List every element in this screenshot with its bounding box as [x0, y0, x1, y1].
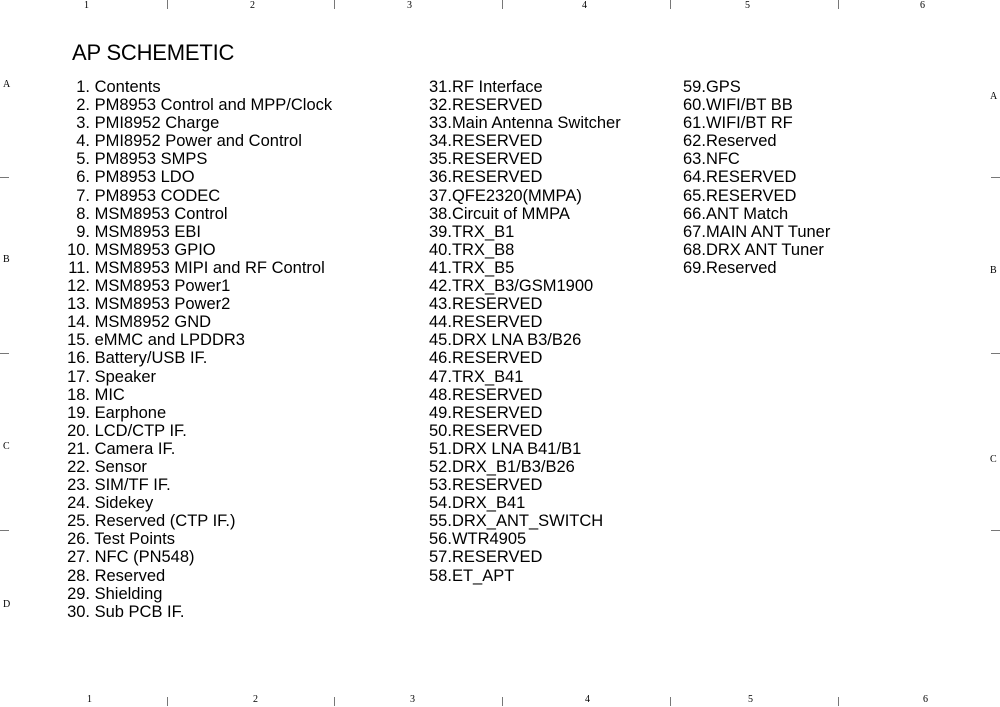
- contents-entry: [56, 205, 332, 223]
- entry-title: PM8953 CODEC: [94, 186, 221, 205]
- frame-top-number: 2: [250, 0, 255, 11]
- frame-tick: [0, 530, 9, 531]
- entry-title: Shielding: [94, 584, 163, 603]
- entry-title: RESERVED: [705, 186, 797, 205]
- contents-entry: [429, 313, 621, 331]
- entry-number: 63.: [683, 150, 706, 169]
- entry-number: 18.: [67, 385, 90, 404]
- entry-title: PM8953 Control and MPP/Clock: [94, 96, 333, 115]
- contents-entry: [683, 205, 830, 223]
- contents-entry: [429, 422, 621, 440]
- page-title: AP SCHEMETIC: [72, 40, 235, 65]
- entry-number: 58.: [429, 566, 452, 585]
- entry-title: TRX_B5: [451, 258, 515, 277]
- entry-number: 25.: [67, 512, 90, 531]
- entry-title: RESERVED: [705, 168, 797, 187]
- contents-entry: [429, 78, 621, 96]
- contents-entry: [683, 150, 830, 168]
- frame-tick: [502, 697, 503, 706]
- contents-entry: [429, 458, 621, 476]
- contents-entry: [56, 277, 332, 295]
- entry-title: PM8953 LDO: [94, 168, 195, 187]
- entry-number: 66.: [683, 204, 706, 223]
- entry-title: TRX_B41: [451, 367, 524, 386]
- contents-entry: [429, 349, 621, 367]
- entry-number: 44.: [429, 313, 452, 332]
- entry-title: MSM8953 Power1: [94, 277, 231, 296]
- contents-entry: [56, 404, 332, 422]
- entry-number: 3.: [76, 114, 90, 133]
- contents-entry: [429, 368, 621, 386]
- contents-entry: [429, 241, 621, 259]
- entry-number: 68.: [683, 240, 706, 259]
- entry-number: 9.: [76, 222, 90, 241]
- frame-tick: [838, 697, 839, 706]
- entry-title: Reserved: [94, 566, 166, 585]
- entry-title: PM8953 SMPS: [94, 150, 208, 169]
- entry-number: 45.: [429, 331, 452, 350]
- entry-number: 11.: [68, 258, 90, 277]
- entry-title: MSM8953 GPIO: [94, 240, 216, 259]
- entry-title: MIC: [94, 385, 125, 404]
- entry-title: PMI8952 Power and Control: [94, 132, 302, 151]
- entry-number: 35.: [429, 150, 452, 169]
- entry-title: RESERVED: [451, 295, 543, 314]
- frame-tick: [167, 697, 168, 706]
- entry-title: Reserved: [705, 258, 777, 277]
- contents-entry: [429, 295, 621, 313]
- frame-top-number: 6: [920, 0, 925, 11]
- contents-entry: [429, 168, 621, 186]
- entry-title: TRX_B3/GSM1900: [451, 277, 594, 296]
- contents-entry: [56, 241, 332, 259]
- entry-title: Earphone: [94, 403, 167, 422]
- contents-entry: [429, 386, 621, 404]
- entry-title: RESERVED: [451, 403, 543, 422]
- entry-title: Battery/USB IF.: [94, 349, 208, 368]
- contents-entry: [56, 458, 332, 476]
- contents-entry: [56, 349, 332, 367]
- entry-title: MAIN ANT Tuner: [705, 222, 831, 241]
- entry-number: 55.: [429, 512, 452, 531]
- entry-number: 38.: [429, 204, 452, 223]
- contents-entry: [56, 476, 332, 494]
- contents-entry: [683, 168, 830, 186]
- entry-title: Sub PCB IF.: [94, 602, 185, 621]
- contents-entry: [56, 440, 332, 458]
- entry-title: MSM8952 GND: [94, 313, 212, 332]
- entry-number: 31.: [429, 78, 452, 96]
- entry-number: 7.: [76, 186, 90, 205]
- frame-tick: [334, 697, 335, 706]
- entry-title: Sidekey: [94, 494, 154, 513]
- contents-entry: [683, 132, 830, 150]
- entry-number: 21.: [67, 439, 90, 458]
- contents-entry: [683, 78, 830, 96]
- entry-title: QFE2320(MMPA): [451, 186, 582, 205]
- entry-title: Main Antenna Switcher: [451, 114, 621, 133]
- contents-entry: [56, 585, 332, 603]
- entry-title: RF Interface: [451, 78, 543, 96]
- entry-title: MSM8953 EBI: [94, 222, 201, 241]
- contents-entry: [429, 114, 621, 132]
- contents-entry: [56, 368, 332, 386]
- entry-title: DRX_ANT_SWITCH: [451, 512, 604, 531]
- entry-number: 13.: [67, 295, 90, 314]
- entry-title: Sensor: [94, 457, 147, 476]
- frame-tick: [991, 177, 1000, 178]
- entry-number: 37.: [429, 186, 452, 205]
- entry-title: DRX_B41: [451, 494, 526, 513]
- frame-left-letter: C: [3, 441, 10, 452]
- contents-entry: [429, 530, 621, 548]
- entry-number: 39.: [429, 222, 452, 241]
- contents-entry: [56, 422, 332, 440]
- frame-top-number: 1: [84, 0, 89, 11]
- contents-entry: [429, 205, 621, 223]
- entry-title: PMI8952 Charge: [94, 114, 220, 133]
- entry-title: LCD/CTP IF.: [94, 421, 187, 440]
- frame-left-letter: B: [3, 254, 10, 265]
- entry-title: RESERVED: [451, 421, 543, 440]
- frame-bottom-number: 3: [410, 694, 415, 705]
- entry-number: 50.: [429, 421, 452, 440]
- entry-number: 42.: [429, 277, 452, 296]
- entry-title: RESERVED: [451, 548, 543, 567]
- frame-tick: [670, 697, 671, 706]
- entry-title: DRX ANT Tuner: [705, 240, 824, 259]
- contents-entry: [429, 150, 621, 168]
- entry-title: RESERVED: [451, 150, 543, 169]
- entry-number: 56.: [429, 530, 452, 549]
- contents-entry: [56, 96, 332, 114]
- entry-title: Speaker: [94, 367, 157, 386]
- frame-tick: [0, 353, 9, 354]
- entry-number: 1.: [76, 78, 90, 96]
- entry-number: 46.: [429, 349, 452, 368]
- entry-number: 27.: [67, 548, 90, 567]
- entry-title: WTR4905: [451, 530, 527, 549]
- contents-entry: [683, 96, 830, 114]
- entry-number: 51.: [429, 439, 452, 458]
- entry-number: 64.: [683, 168, 706, 187]
- contents-entry: [429, 132, 621, 150]
- entry-title: DRX LNA B3/B26: [451, 331, 582, 350]
- entry-title: ET_APT: [451, 566, 515, 585]
- entry-number: 65.: [683, 186, 706, 205]
- contents-entry: [429, 187, 621, 205]
- contents-entry: [429, 331, 621, 349]
- contents-entry: [56, 132, 332, 150]
- contents-entry: [683, 187, 830, 205]
- entry-title: DRX_B1/B3/B26: [451, 457, 575, 476]
- entry-number: 57.: [429, 548, 452, 567]
- entry-number: 8.: [76, 204, 90, 223]
- entry-title: Reserved (CTP IF.): [94, 512, 236, 531]
- entry-number: 62.: [683, 132, 706, 151]
- frame-tick: [991, 530, 1000, 531]
- entry-number: 20.: [67, 421, 90, 440]
- entry-number: 28.: [67, 566, 90, 585]
- entry-title: TRX_B1: [451, 222, 515, 241]
- entry-number: 33.: [429, 114, 452, 133]
- contents-column-2: [429, 78, 621, 585]
- entry-title: RESERVED: [451, 132, 543, 151]
- contents-entry: [429, 96, 621, 114]
- frame-tick: [0, 177, 9, 178]
- entry-title: RESERVED: [451, 168, 543, 187]
- frame-top-number: 3: [407, 0, 412, 11]
- entry-title: RESERVED: [451, 385, 543, 404]
- entry-number: 26.: [67, 530, 90, 549]
- contents-entry: [56, 259, 332, 277]
- entry-number: 15.: [67, 331, 90, 350]
- contents-entry: [429, 494, 621, 512]
- entry-title: ANT Match: [705, 204, 789, 223]
- frame-bottom-number: 2: [253, 694, 258, 705]
- entry-number: 14.: [67, 313, 90, 332]
- entry-number: 6.: [76, 168, 90, 187]
- entry-title: NFC: [705, 150, 740, 169]
- entry-title: RESERVED: [451, 349, 543, 368]
- entry-title: eMMC and LPDDR3: [94, 331, 245, 350]
- entry-title: TRX_B8: [451, 240, 515, 259]
- entry-number: 12.: [67, 277, 90, 296]
- contents-entry: [56, 313, 332, 331]
- entry-number: 48.: [429, 385, 452, 404]
- contents-entry: [56, 603, 332, 621]
- entry-number: 23.: [67, 476, 90, 495]
- entry-number: 69.: [683, 258, 706, 277]
- contents-entry: [429, 404, 621, 422]
- contents-entry: [56, 223, 332, 241]
- contents-entry: [429, 476, 621, 494]
- frame-right-letter: C: [990, 454, 997, 465]
- entry-number: 54.: [429, 494, 452, 513]
- contents-entry: [56, 295, 332, 313]
- contents-entry: [429, 277, 621, 295]
- frame-bottom-number: 5: [748, 694, 753, 705]
- frame-tick: [167, 0, 168, 9]
- entry-number: 17.: [67, 367, 90, 386]
- entry-title: RESERVED: [451, 476, 543, 495]
- contents-entry: [429, 567, 621, 585]
- contents-entry: [429, 223, 621, 241]
- entry-title: MSM8953 Control: [94, 204, 228, 223]
- entry-number: 40.: [429, 240, 452, 259]
- entry-number: 49.: [429, 403, 452, 422]
- entry-title: NFC (PN548): [94, 548, 195, 567]
- entry-number: 2.: [76, 96, 90, 115]
- entry-title: Camera IF.: [94, 439, 176, 458]
- contents-entry: [56, 114, 332, 132]
- frame-top-number: 4: [582, 0, 587, 11]
- entry-title: Test Points: [94, 530, 176, 549]
- contents-entry: [56, 512, 332, 530]
- contents-entry: [56, 187, 332, 205]
- entry-number: 10.: [67, 240, 90, 259]
- frame-left-letter: A: [3, 79, 11, 90]
- entry-number: 67.: [683, 222, 706, 241]
- entry-number: 32.: [429, 96, 452, 115]
- frame-left-letter: D: [3, 599, 11, 610]
- frame-tick: [670, 0, 671, 9]
- entry-number: 24.: [67, 494, 90, 513]
- frame-right-letter: B: [990, 265, 997, 276]
- entry-number: 22.: [67, 457, 90, 476]
- entry-title: MSM8953 MIPI and RF Control: [94, 258, 325, 277]
- entry-number: 29.: [67, 584, 90, 603]
- frame-tick: [334, 0, 335, 9]
- frame-tick: [991, 353, 1000, 354]
- entry-number: 41.: [429, 258, 452, 277]
- contents-entry: [429, 512, 621, 530]
- entry-title: RESERVED: [451, 96, 543, 115]
- entry-number: 59.: [683, 78, 706, 96]
- entry-number: 19.: [67, 403, 90, 422]
- entry-number: 61.: [683, 114, 706, 133]
- entry-title: WIFI/BT RF: [705, 114, 793, 133]
- frame-bottom-number: 1: [87, 694, 92, 705]
- frame-bottom-number: 6: [923, 694, 928, 705]
- contents-entry: [56, 386, 332, 404]
- entry-title: MSM8953 Power2: [94, 295, 231, 314]
- entry-number: 43.: [429, 295, 452, 314]
- frame-bottom-number: 4: [585, 694, 590, 705]
- contents-entry: [56, 530, 332, 548]
- entry-number: 5.: [76, 150, 90, 169]
- contents-entry: [429, 548, 621, 566]
- entry-title: DRX LNA B41/B1: [451, 439, 582, 458]
- entry-number: 47.: [429, 367, 452, 386]
- contents-entry: [56, 331, 332, 349]
- entry-number: 16.: [67, 349, 90, 368]
- contents-entry: [683, 241, 830, 259]
- entry-number: 30.: [67, 602, 90, 621]
- entry-number: 34.: [429, 132, 452, 151]
- contents-entry: [429, 440, 621, 458]
- frame-top-number: 5: [745, 0, 750, 11]
- contents-entry: [56, 150, 332, 168]
- entry-number: 52.: [429, 457, 452, 476]
- entry-title: SIM/TF IF.: [94, 476, 171, 495]
- entry-number: 4.: [76, 132, 90, 151]
- entry-number: 53.: [429, 476, 452, 495]
- entry-title: GPS: [705, 78, 741, 96]
- entry-title: RESERVED: [451, 313, 543, 332]
- contents-entry: [683, 223, 830, 241]
- frame-tick: [502, 0, 503, 9]
- entry-number: 60.: [683, 96, 706, 115]
- entry-number: 36.: [429, 168, 452, 187]
- contents-entry: [56, 78, 332, 96]
- contents-entry: [56, 494, 332, 512]
- contents-entry: [56, 567, 332, 585]
- contents-column-1: [56, 78, 332, 621]
- contents-column-3: [683, 78, 830, 277]
- frame-right-letter: A: [990, 91, 998, 102]
- entry-title: Reserved: [705, 132, 777, 151]
- entry-title: Circuit of MMPA: [451, 204, 570, 223]
- contents-entry: [56, 168, 332, 186]
- contents-entry: [683, 114, 830, 132]
- frame-tick: [838, 0, 839, 9]
- contents-entry: [683, 259, 830, 277]
- contents-entry: [429, 259, 621, 277]
- entry-title: WIFI/BT BB: [705, 96, 793, 115]
- entry-title: Contents: [94, 78, 161, 96]
- contents-entry: [56, 548, 332, 566]
